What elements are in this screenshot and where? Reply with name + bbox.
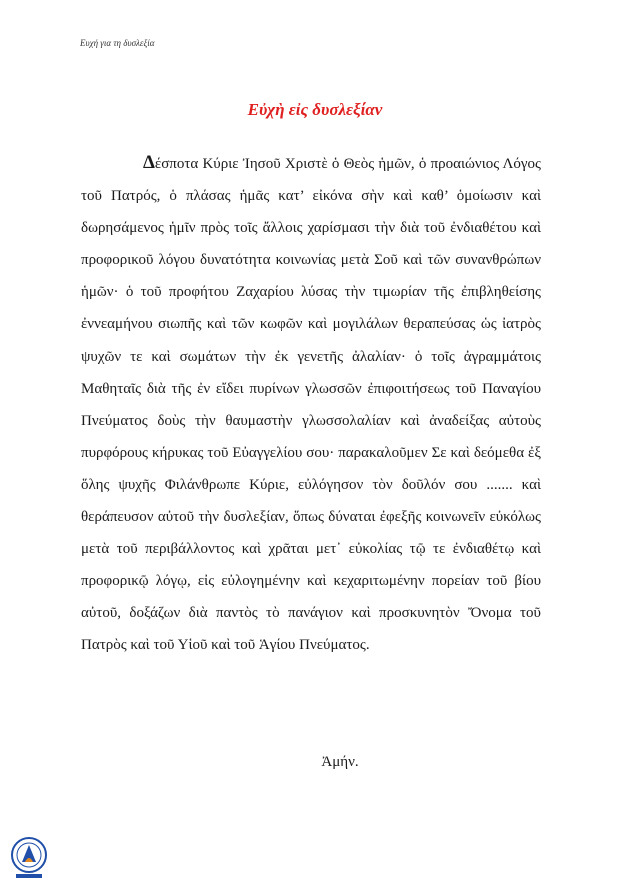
drop-cap: Δ	[143, 152, 155, 173]
document-title: Εὐχὴ εἰς δυσλεξίαν	[247, 100, 383, 119]
closing-amen: Ἀμήν.	[321, 754, 359, 770]
prayer-body	[81, 147, 541, 662]
publisher-logo-icon	[6, 834, 52, 880]
running-header: Ευχή για τη δυσλεξία	[80, 38, 155, 48]
prayer-text: έσποτα Κύριε Ἰησοῦ Χριστὲ ὁ Θεὸς ἡμῶν, ὁ προαιώνιος Λόγος τοῦ Πατρός, ὁ πλάσας ἡμᾶς κατ’ εἰκόνα σὴν καὶ καθ’ ὁμοίωσιν καὶ δωρησάμενος ἡμῖν πρὸς τοῖς ἄλλοις χαρίσμασι τὴν διὰ τοῦ ἐνδιαθέτου καὶ προφορικοῦ λόγου δυνατότητα κοινωνίας μετὰ Σοῦ καὶ τῶν συνανθρώπων ἡμῶν· ὁ τοῦ προφήτου Ζαχαρίου λύσας τὴν τιμωρίαν τῆς ἐπιβληθείσης ἐννεαμήνου σιωπῆς καὶ τῶν κωφῶν καὶ μογιλάλων θεραπεύσας ὡς ἰατρὸς ψυχῶν τε καὶ σωμάτων τὴν ἐκ γενετῆς ἀλαλίαν· ὁ τοῖς ἀγραμμάτοις Μαθηταῖς διὰ τῆς ἐν εἴδει πυρίνων γλωσσῶν ἐπιφοιτήσεως τοῦ Παναγίου Πνεύματος δοὺς τὴν θαυμαστὴν γλωσσολαλίαν καὶ ἀναδείξας αὐτοὺς πυρφόρους κήρυκας τοῦ Εὐαγγελίου σου· παρακαλοῦμεν Σε καὶ δεόμεθα ἐξ ὅλης ψυχῆς Φιλάνθρωπε Κύριε, εὐλόγησον τὸν δοῦλόν σου ....... καὶ θεράπευσον αὐτοῦ τὴν δυσλεξίαν, ὅπως δύναται ἐφεξῆς κοινωνεῖν εὐκόλως μετὰ τοῦ περιβάλλοντος καὶ χρᾶται μετ᾽ εὐκολίας τῷ τε ἐνδιαθέτῳ καὶ προφορικῷ λόγῳ, εἰς εὐλογημένην καὶ κεχαριτωμένην πορείαν τοῦ βίου αὐτοῦ, δοξάζων διὰ παντὸς τὸ πανάγιον καὶ προσκυνητὸν Ὄνομα τοῦ Πατρὸς καὶ τοῦ Υἱοῦ καὶ τοῦ Ἁγίου Πνεύματος.	[81, 156, 541, 654]
